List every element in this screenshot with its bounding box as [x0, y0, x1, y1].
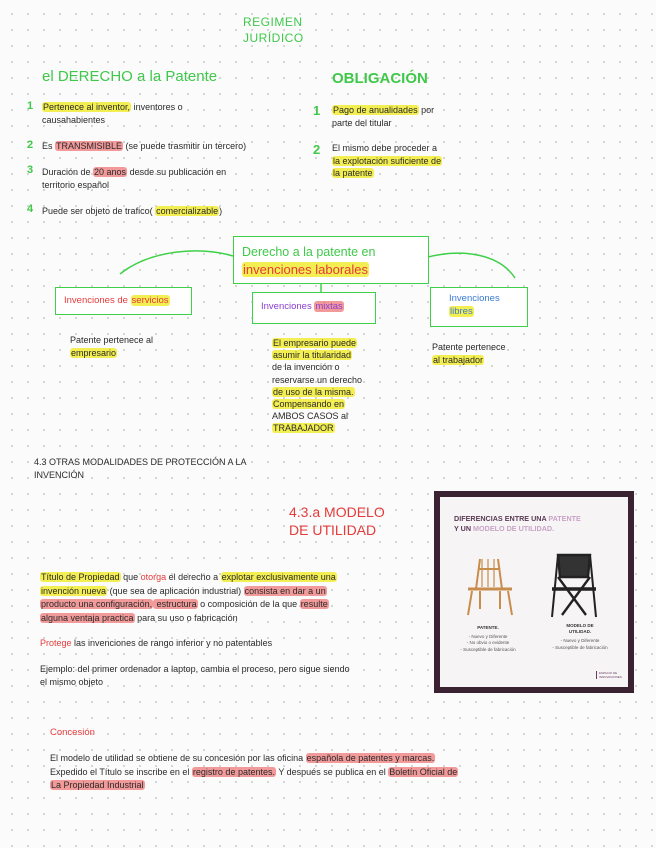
definition-paragraph	[40, 571, 337, 625]
mixtas-desc-8: TRABAJADOR	[273, 423, 334, 434]
mixtas-desc	[272, 337, 362, 435]
def-otorga: otorga	[140, 572, 167, 582]
category-mixtas-highlight: mixtas	[315, 301, 343, 312]
card-col2	[538, 623, 622, 651]
derecho-laborales-highlight: invenciones laborales	[243, 262, 369, 277]
left-item-3-text-3: territorio español	[42, 179, 110, 190]
concesion-text-2: Expedido el Título se inscribe en el	[50, 766, 192, 777]
card-col2-item-2: - Susceptible de fabricación	[552, 644, 608, 650]
left-item-2-highlight: TRANSMISIBLE	[56, 141, 123, 151]
left-item-3-text-2: desde su publicación en	[127, 167, 227, 177]
right-item-1-text: por	[418, 105, 435, 115]
right-item-2-text: El mismo debe proceder a	[332, 143, 438, 153]
card-title-d: MODELO DE UTILIDAD.	[473, 523, 555, 533]
card-col1-item-2: - No obvio o evidente	[466, 640, 510, 646]
category-servicios-highlight: servicios	[131, 295, 169, 306]
left-item-4-text-2: )	[219, 206, 223, 216]
concesion-label: Concesión	[50, 727, 95, 738]
libres-desc-2: al trabajador	[433, 354, 484, 365]
category-mixtas	[252, 292, 376, 324]
wooden-chair-icon	[468, 559, 512, 615]
def-highlight-2: explotar exclusivamente una	[221, 572, 336, 582]
category-servicios-label	[64, 295, 170, 308]
concesion-highlight-4: La Propiedad Industrial	[51, 780, 144, 790]
derecho-laborales-line2	[242, 262, 369, 277]
protege-label: Protege	[40, 638, 72, 648]
left-item-4-text: Puede ser objeto de trafico(	[42, 206, 156, 216]
category-servicios	[55, 287, 192, 315]
category-libres	[430, 287, 528, 327]
mixtas-desc-1: El empresario puede	[273, 338, 357, 348]
left-item-1-text-2: causahabientes	[42, 114, 106, 125]
left-num-4: 4	[27, 203, 34, 215]
left-item-3-highlight: 20 anos	[94, 167, 127, 177]
card-inner	[440, 497, 628, 687]
def-text-5: para su uso o fabricación	[134, 612, 238, 623]
libres-desc-1: Patente pertenece	[432, 342, 506, 352]
def-text-4: o composición de la que	[197, 599, 300, 609]
right-num-1: 1	[313, 103, 321, 118]
category-libres-highlight: libres	[450, 305, 473, 317]
def-highlight-3: invención nueva	[41, 585, 107, 596]
left-item-1-text: inventores o	[131, 102, 183, 112]
section-43-heading	[34, 456, 247, 481]
card-col1	[448, 625, 528, 653]
derecho-laborales-box	[233, 236, 429, 284]
concesion-highlight-3: Boletín Oficial de	[389, 766, 458, 777]
mixtas-desc-3: de la invención o	[272, 362, 340, 373]
card-col1-title: PATENTE.	[477, 625, 499, 630]
card-col1-item-3: - Susceptible de fabricación	[460, 646, 516, 652]
category-mixtas-label-a: Invenciones	[261, 301, 315, 312]
mixtas-desc-6: Compensando en	[273, 399, 345, 410]
category-servicios-label-a: Invenciones de	[64, 295, 131, 306]
mixtas-desc-4: reservarse un derecho	[272, 374, 363, 385]
left-item-2-text: Es	[42, 141, 56, 151]
def-text-3: (que sea de aplicación industrial)	[107, 585, 244, 596]
left-item-1-highlight: Pertenece al inventor,	[43, 102, 131, 112]
derecho-laborales-line1: Derecho a la patente en	[242, 245, 376, 259]
concesion-text-1: El modelo de utilidad se obtiene de su concesión por las oficina	[50, 753, 306, 763]
concesion-highlight-1: española de patentes y marcas.	[306, 753, 435, 763]
card-col1-item-1: - Nuevo y Diferente	[468, 634, 508, 640]
modelo-utilidad-title	[289, 503, 385, 539]
left-item-2-text-2: (se puede trasmitir un tercero)	[123, 141, 247, 151]
left-num-3: 3	[27, 164, 34, 176]
modelo-utilidad-line2: DE UTILIDAD	[289, 522, 377, 538]
derecho-title: el DERECHO a la Patente	[42, 68, 218, 85]
category-mixtas-label	[261, 301, 344, 314]
right-item-2-highlight-2: la patente	[333, 168, 373, 178]
servicios-desc-1: Patente pertenece al	[70, 335, 154, 345]
ejemplo-line1: Ejemplo: del primer ordenador a laptop, cambia el proceso, pero sigue siendo	[40, 664, 350, 674]
left-num-2: 2	[27, 139, 34, 151]
card-title-c: Y UN	[454, 523, 474, 533]
section-43-line2: INVENCIÓN	[34, 469, 85, 480]
protege-line	[40, 637, 272, 650]
category-libres-label-a: Invenciones	[449, 293, 500, 304]
mixtas-desc-5: de uso de la misma.	[273, 386, 354, 397]
def-highlight-8: alguna ventaja practica	[41, 612, 134, 623]
concesion-highlight-2: registro de patentes.	[192, 766, 275, 777]
def-text-1: que	[120, 572, 141, 582]
right-item-1-highlight: Pago de anualidades	[333, 105, 418, 115]
left-num-1: 1	[27, 100, 34, 112]
card-col2-title: MODELO DE UTILIDAD.	[566, 623, 594, 635]
category-libres-label	[449, 293, 500, 318]
card-chairs	[440, 497, 628, 687]
diferencias-card	[434, 491, 634, 693]
modelo-utilidad-line1: 4.3.a MODELO	[289, 504, 385, 520]
card-title-b: PATENTE	[548, 514, 581, 523]
page-title-line2: JURÍDICO	[243, 31, 304, 45]
right-item-2-highlight: la explotación suficiente de	[333, 155, 442, 166]
def-highlight-5: producto una configuración,	[41, 599, 153, 609]
mixtas-desc-7: AMBOS CASOS al	[272, 411, 349, 422]
def-highlight-4: consista en dar a un	[244, 585, 326, 596]
card-logo: ESPACIO DE INNOVACIONES	[596, 671, 629, 679]
left-item-3-text: Duración de	[42, 167, 94, 177]
libres-desc	[432, 341, 506, 366]
mixtas-desc-2: asumir la titularidad	[273, 350, 352, 361]
def-highlight-1: Título de Propiedad	[41, 572, 120, 582]
right-item-1-text-2: parte del titular	[332, 117, 392, 128]
ejemplo-paragraph	[40, 663, 350, 688]
section-43-line1: 4.3 OTRAS MODALIDADES DE PROTECCIÓN A LA	[34, 457, 247, 467]
ejemplo-line2: el mismo objeto	[40, 676, 104, 687]
servicios-desc	[70, 334, 153, 359]
concesion-paragraph	[50, 752, 458, 793]
left-item-4-highlight: comercializable	[156, 206, 219, 216]
page-title-line1: REGIMEN	[243, 15, 303, 29]
obligacion-title: OBLIGACIÓN	[332, 70, 428, 87]
card-title-a: DIFERENCIAS ENTRE UNA	[454, 514, 549, 523]
def-text-2: el derecho a	[166, 572, 221, 582]
def-highlight-6: estructura	[154, 599, 197, 609]
protege-text: las invenciones de rango inferior y no patentables	[71, 638, 273, 648]
servicios-desc-2: empresario	[71, 347, 117, 358]
def-highlight-7: resulte	[300, 599, 328, 609]
card-col2-item-1: - Nuevo y Diferente	[560, 638, 600, 644]
folding-chair-icon	[552, 555, 596, 617]
concesion-text-3: Y después se publica en el	[275, 766, 389, 777]
right-num-2: 2	[313, 142, 321, 157]
